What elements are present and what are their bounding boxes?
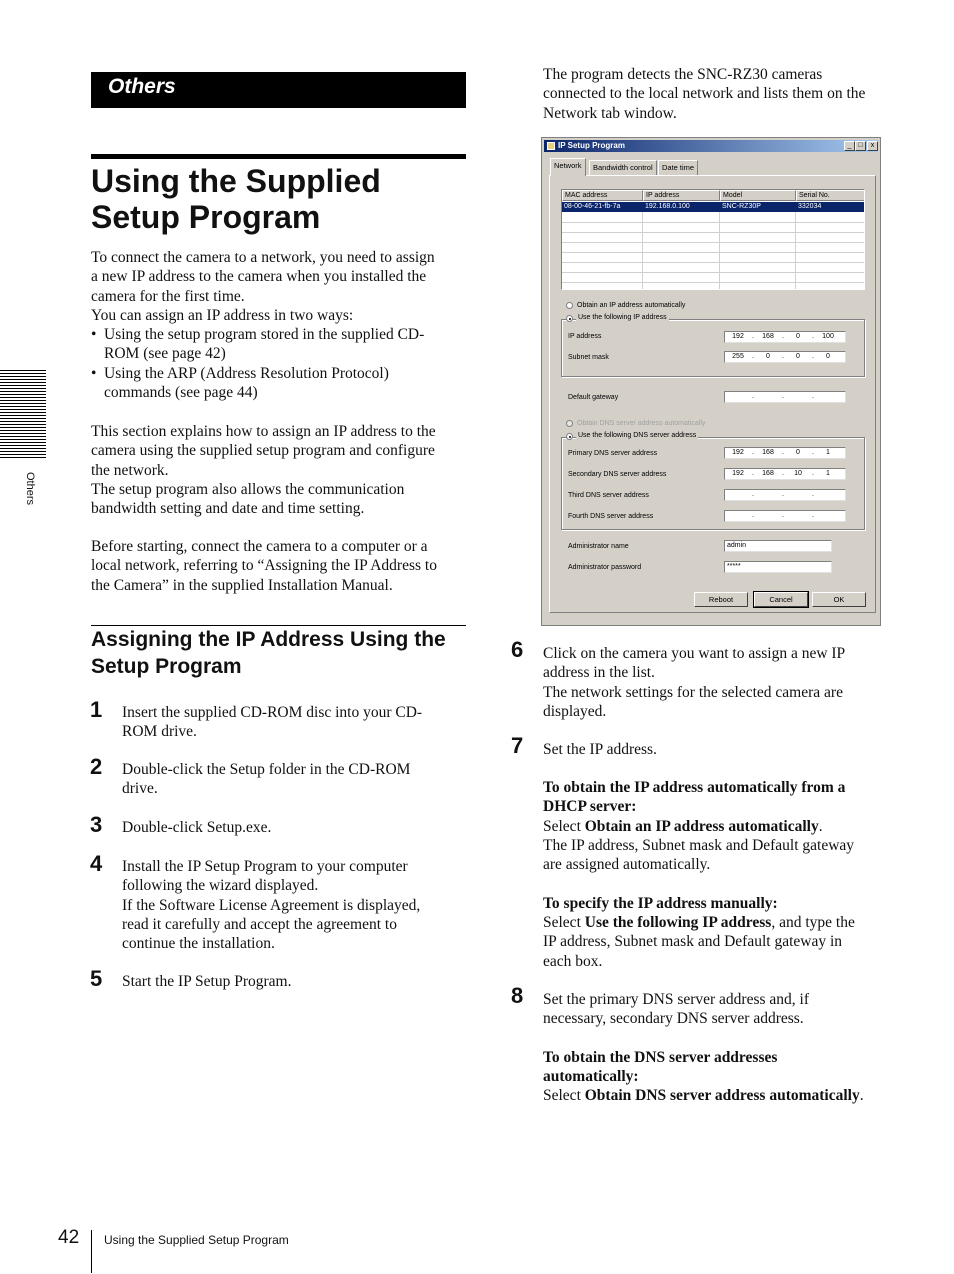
maximize-button[interactable]: □	[855, 141, 866, 151]
tab-date-time[interactable]: Date time	[658, 160, 698, 175]
cancel-button[interactable]: Cancel	[754, 592, 808, 607]
step-text: Insert the supplied CD-ROM disc into your CD- ROM drive.	[122, 704, 423, 741]
running-title: Using the Supplied Setup Program	[104, 1233, 289, 1247]
intro-bullet-list	[91, 325, 471, 402]
default-gateway-label: Default gateway	[568, 394, 619, 401]
radio-ip-manual-label: Use the following IP address	[578, 314, 667, 321]
dhcp-instruction: Select Obtain an IP address automatically.	[543, 818, 823, 835]
section-tab-marker	[0, 370, 46, 460]
cell-ip[interactable]: 192.168.0.100	[643, 202, 720, 212]
step-number: 3	[90, 812, 103, 837]
grid-line	[562, 262, 865, 263]
fourth-dns-input[interactable]: . . .	[724, 510, 846, 522]
step-text: Double-click Setup.exe.	[122, 819, 272, 836]
column-header-model[interactable]: Model	[720, 190, 796, 201]
grid-line	[562, 222, 865, 223]
secondary-dns-input[interactable]: 192 . 168 . 10 . 1	[724, 468, 846, 480]
step-text: Set the IP address.	[543, 741, 657, 758]
cell-mac[interactable]: 08-00-46-21-fb-7a	[562, 202, 643, 212]
title-rule	[91, 154, 466, 159]
cell-model[interactable]: SNC-RZ30P	[720, 202, 796, 212]
manual-heading: To specify the IP address manually:	[543, 895, 778, 912]
close-button[interactable]: x	[867, 141, 878, 151]
section-tab-label: Others	[24, 472, 36, 506]
column-header-serial[interactable]: Serial No.	[796, 190, 865, 201]
grid-line	[719, 212, 720, 290]
radio-ip-auto[interactable]	[566, 302, 573, 309]
grid-line	[795, 212, 796, 290]
grid-line	[562, 282, 865, 283]
dhcp-note: The IP address, Subnet mask and Default gateway are assigned automatically.	[543, 837, 855, 874]
section-banner: Others	[91, 72, 466, 108]
page-title-line2: Setup Program	[91, 199, 321, 235]
grid-line	[642, 212, 643, 290]
list-item: • Using the ARP (Address Resolution Protocol) commands (see page 44)	[91, 364, 471, 403]
subnet-mask-label: Subnet mask	[568, 354, 609, 361]
step-number: 1	[90, 697, 103, 722]
minimize-button[interactable]: _	[844, 141, 855, 151]
step-text: Double-click the Setup folder in the CD-ROM drive.	[122, 761, 411, 798]
subnet-mask-input[interactable]: 255 . 0 . 0 . 0	[724, 351, 846, 363]
primary-dns-input[interactable]: 192 . 168 . 0 . 1	[724, 447, 846, 459]
step-text: Start the IP Setup Program.	[122, 973, 292, 990]
radio-dns-auto[interactable]	[566, 420, 573, 427]
radio-dns-auto-label: Obtain DNS server address automatically	[577, 420, 706, 427]
secondary-dns-label: Secondary DNS server address	[568, 471, 667, 478]
dhcp-heading: To obtain the IP address automatically from a DHCP server:	[543, 779, 846, 816]
step-number: 4	[90, 851, 103, 876]
step-number: 5	[90, 966, 103, 991]
page-number: 42	[58, 1227, 80, 1248]
camera-list[interactable]	[561, 189, 865, 290]
step-text: Set the primary DNS server address and, if necessary, secondary DNS server address.	[543, 991, 810, 1028]
footer-rule	[91, 1230, 92, 1273]
cell-serial[interactable]: 332034	[796, 202, 865, 212]
tab-network[interactable]: Network	[550, 158, 586, 176]
third-dns-input[interactable]: . . .	[724, 489, 846, 501]
tab-bandwidth-control[interactable]: Bandwidth control	[589, 160, 657, 175]
list-item: • Using the setup program stored in the supplied CD- ROM (see page 42)	[91, 325, 471, 364]
subheading-line1: Assigning the IP Address Using the	[91, 628, 446, 651]
ip-groupbox	[561, 319, 865, 377]
window-title: IP Setup Program	[558, 141, 625, 150]
reboot-button[interactable]: Reboot	[694, 592, 748, 607]
ok-button[interactable]: OK	[812, 592, 866, 607]
app-icon	[547, 142, 555, 150]
admin-password-input[interactable]: *****	[724, 561, 832, 573]
ip-setup-window	[541, 137, 881, 626]
admin-name-label: Administrator name	[568, 543, 629, 550]
dns-auto-instruction: Select Obtain DNS server address automatically.	[543, 1087, 864, 1104]
column-header-ip[interactable]: IP address	[643, 190, 720, 201]
manual-instruction: Select Use the following IP address, and type the IP address, Subnet mask and Default gateway in each box.	[543, 914, 855, 970]
grid-line	[562, 272, 865, 273]
step-text: Click on the camera you want to assign a new IP address in the list. The network settings for the selected camera are displayed.	[543, 645, 846, 720]
fourth-dns-label: Fourth DNS server address	[568, 513, 654, 520]
intro-paragraph: To connect the camera to a network, you need to assign a new IP address to the camera when you installed the camera for the first time. You can assign an IP address in two ways:	[91, 249, 435, 324]
column-header-mac[interactable]: MAC address	[562, 190, 643, 201]
subheading-line2: Setup Program	[91, 655, 242, 678]
step-number: 2	[90, 754, 103, 779]
admin-name-input[interactable]: admin	[724, 540, 832, 552]
radio-ip-auto-label: Obtain an IP address automatically	[577, 302, 686, 309]
step-number: 7	[511, 733, 524, 758]
program-detects-paragraph: The program detects the SNC-RZ30 cameras connected to the local network and lists them on the Network tab window.	[543, 66, 866, 122]
radio-dns-manual[interactable]	[566, 433, 573, 440]
step-text: Install the IP Setup Program to your computer following the wizard displayed. If the Software License Agreement is displayed, read it carefully and accept the agreement to continue the installation.	[122, 858, 421, 953]
explain-paragraph: This section explains how to assign an IP address to the camera using the supplied setup program and configure the network. The setup program also allows the communication bandwidth setting and date and time setting.	[91, 423, 436, 518]
before-start-paragraph: Before starting, connect the camera to a computer or a local network, referring to “Assigning the IP Address to the Camera” in the supplied Installation Manual.	[91, 538, 437, 594]
page-title	[91, 163, 466, 235]
step-number: 8	[511, 983, 524, 1008]
window-titlebar	[544, 140, 878, 152]
third-dns-label: Third DNS server address	[568, 492, 649, 499]
ip-address-input[interactable]: 192 . 168 . 0 . 100	[724, 331, 846, 343]
subheading	[91, 626, 471, 680]
grid-line	[562, 252, 865, 253]
radio-ip-manual[interactable]	[566, 315, 573, 322]
grid-line	[562, 242, 865, 243]
step-number: 6	[511, 637, 524, 662]
radio-dns-manual-label: Use the following DNS server address	[578, 432, 697, 439]
admin-password-label: Administrator password	[568, 564, 642, 571]
dns-auto-heading: To obtain the DNS server addresses automatically:	[543, 1049, 778, 1086]
primary-dns-label: Primary DNS server address	[568, 450, 658, 457]
page-title-line1: Using the Supplied	[91, 163, 381, 199]
default-gateway-input[interactable]: . . .	[724, 391, 846, 403]
ip-address-label: IP address	[568, 333, 602, 340]
grid-line	[562, 232, 865, 233]
